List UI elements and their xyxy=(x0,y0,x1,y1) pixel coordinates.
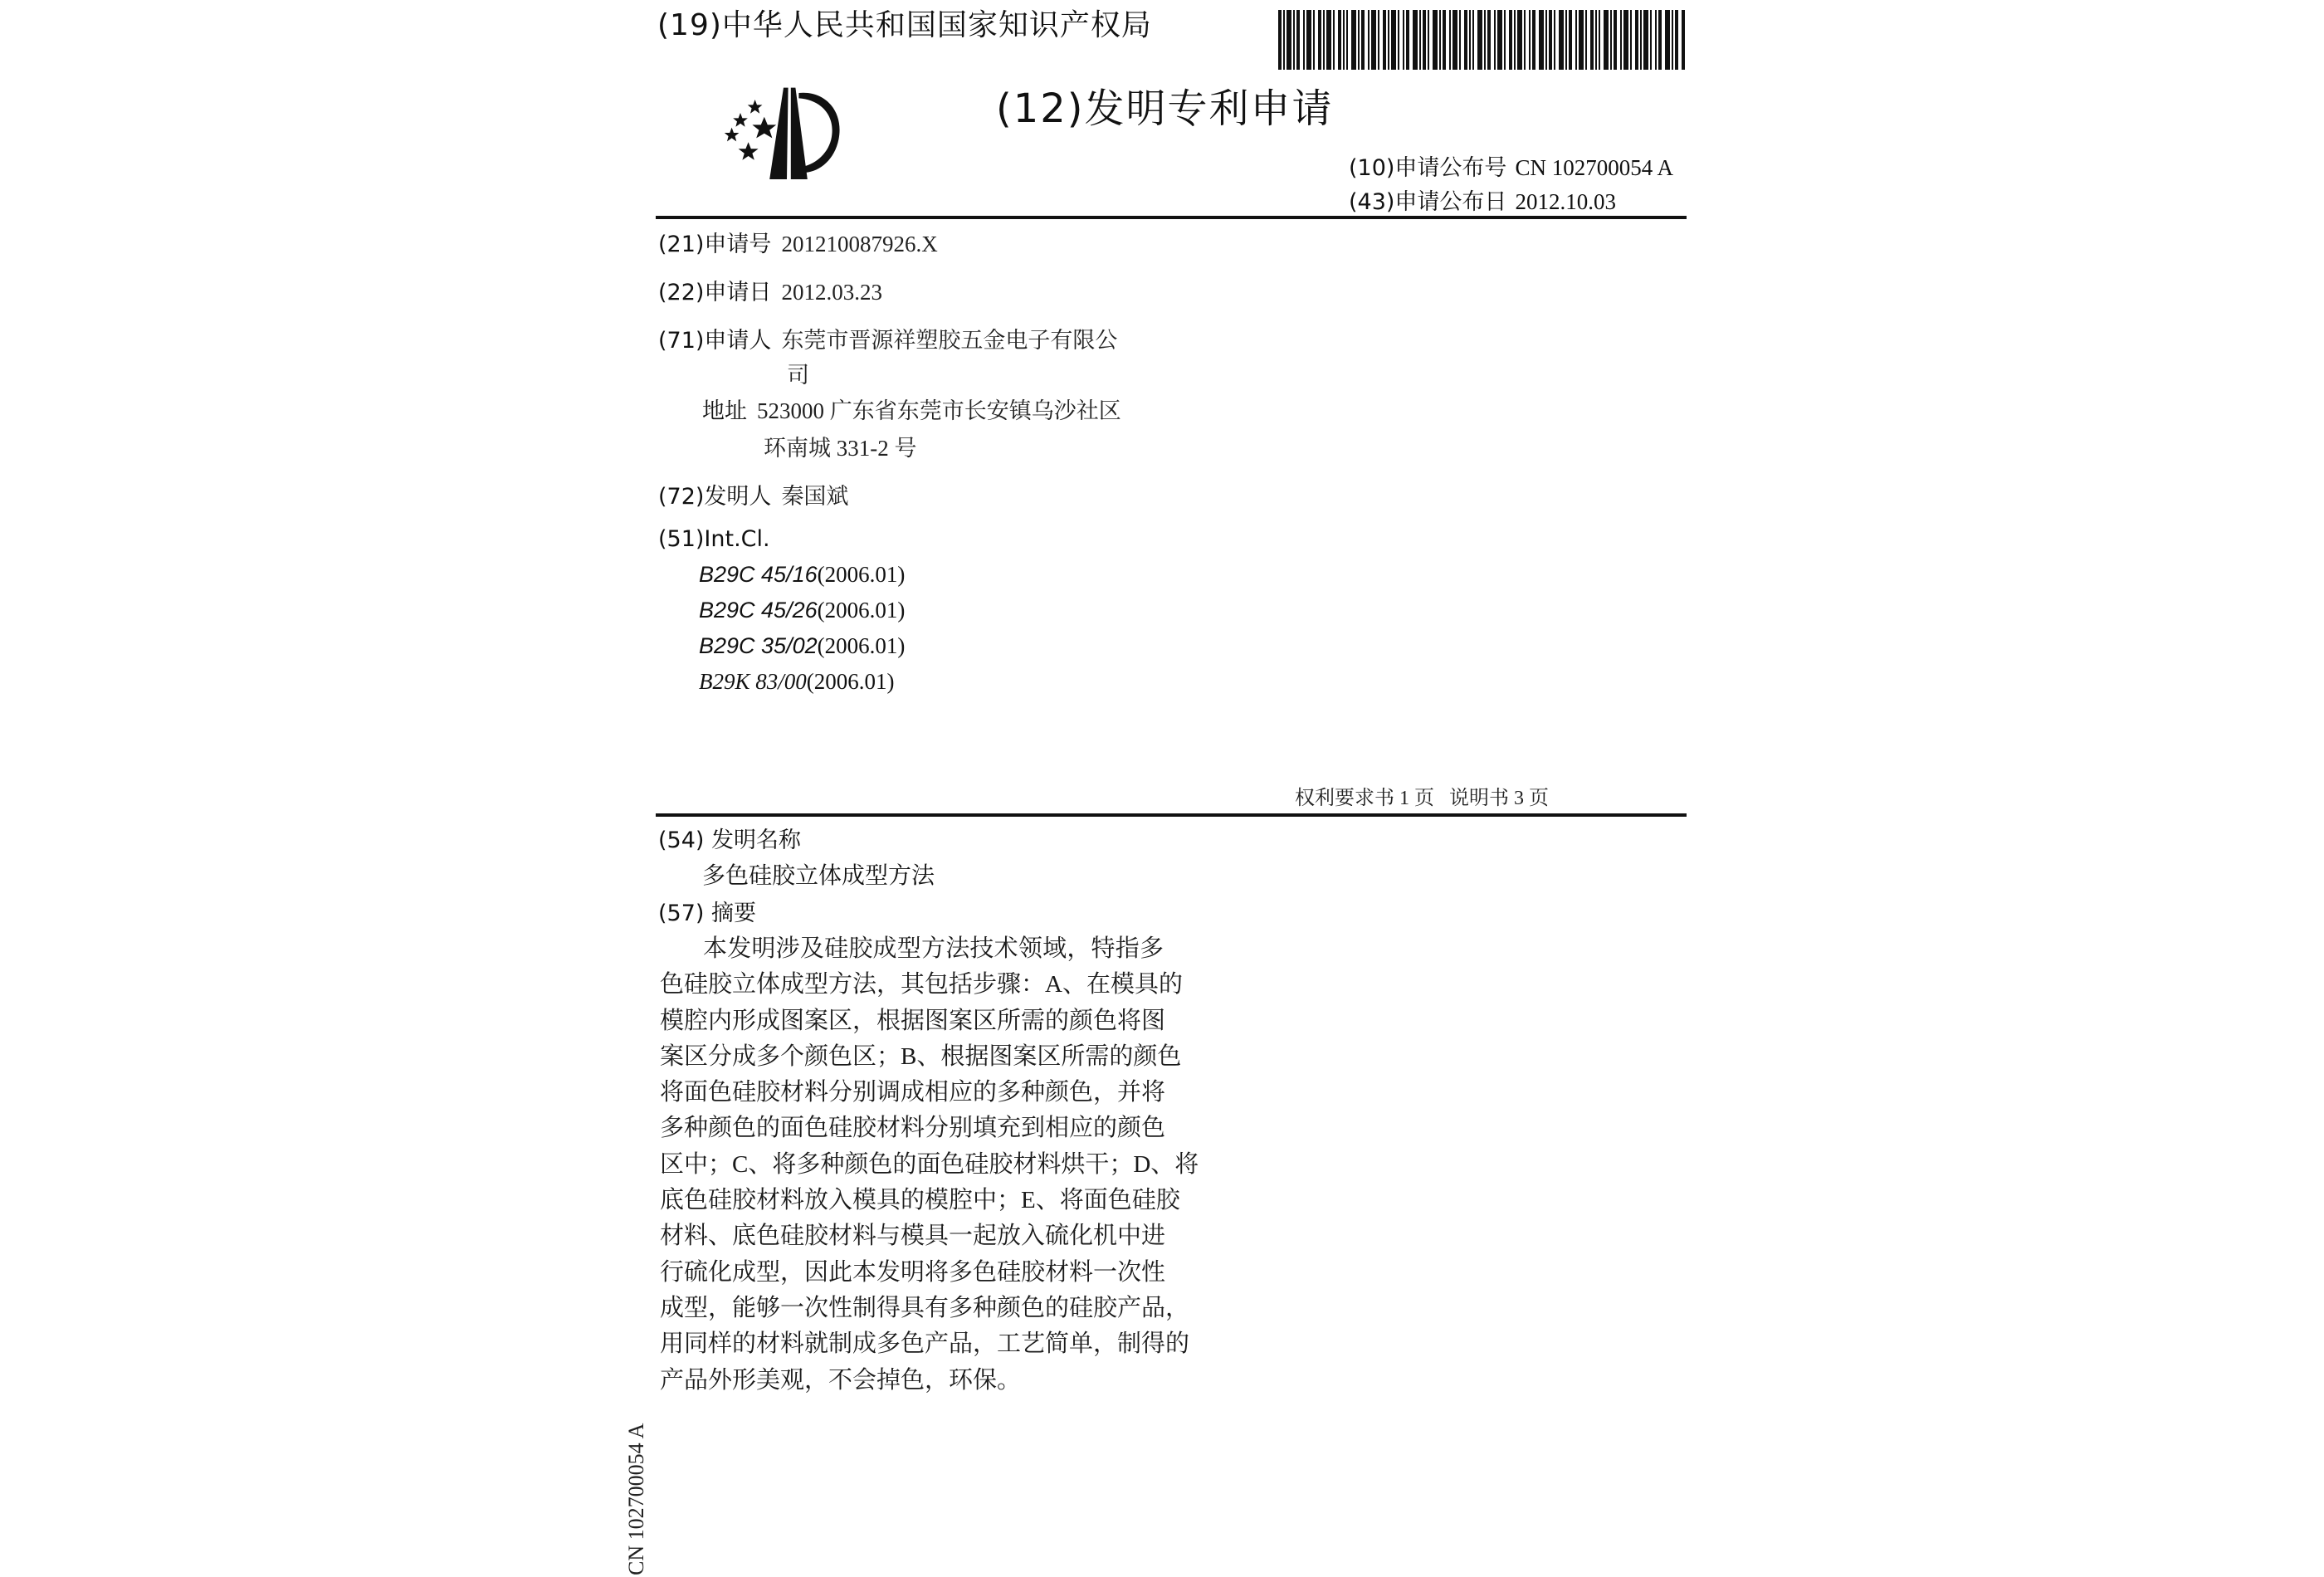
filing-date-label: (22)申请日 xyxy=(658,280,772,305)
inventor-value: 秦国斌 xyxy=(781,484,849,509)
publication-date-label: (43)申请公布日 xyxy=(1349,189,1507,215)
ipc-classification-row xyxy=(699,633,905,659)
ipc-code: B29K 83/00 xyxy=(699,669,807,694)
applicant-field xyxy=(658,322,1117,354)
abstract-line: 色硅胶立体成型方法，其包括步骤：A、在模具的 xyxy=(660,971,1183,998)
invention-title-label: (54) 发明名称 xyxy=(658,828,802,853)
filing-date-field xyxy=(658,274,882,306)
ipc-code: B29C 45/16 xyxy=(699,562,818,587)
abstract-label: (57) 摘要 xyxy=(658,901,757,926)
section-divider xyxy=(656,813,1687,817)
publication-date-row xyxy=(1349,183,1616,216)
abstract-line: 将面色硅胶材料分别调成相应的多种颜色，并将 xyxy=(660,1079,1166,1106)
abstract-line: 行硫化成型，因此本发明将多色硅胶材料一次性 xyxy=(660,1258,1166,1286)
abstract-line: 底色硅胶材料放入模具的模腔中；E、将面色硅胶 xyxy=(660,1187,1180,1214)
publication-number-row xyxy=(1349,149,1673,182)
address-field xyxy=(702,393,1121,425)
application-number-label: (21)申请号 xyxy=(658,232,772,257)
address-value-line2: 环南城 331-2 号 xyxy=(764,436,917,461)
publication-number-value: CN 102700054 A xyxy=(1515,155,1673,180)
ipc-version: (2006.01) xyxy=(806,669,895,694)
address-label: 地址 xyxy=(702,398,747,424)
abstract-line: 用同样的材料就制成多色产品，工艺简单，制得的 xyxy=(660,1330,1190,1358)
document-type-title: (12)发明专利申请 xyxy=(996,85,1334,132)
int-cl-label: (51)Int.Cl. xyxy=(658,526,770,552)
ipc-classification-row xyxy=(699,669,895,695)
cnipa-logo-icon xyxy=(714,73,847,189)
abstract-line: 产品外形美观，不会掉色，环保。 xyxy=(660,1366,1022,1394)
abstract-line: 本发明涉及硅胶成型方法技术领域，特指多 xyxy=(703,935,1164,962)
abstract-line: 区中；C、将多种颜色的面色硅胶材料烘干；D、将 xyxy=(660,1150,1199,1178)
header-divider xyxy=(656,216,1687,219)
application-number-field xyxy=(658,226,938,258)
issuing-office: (19)中华人民共和国国家知识产权局 xyxy=(657,8,1152,42)
abstract-line: 案区分成多个颜色区；B、根据图案区所需的颜色 xyxy=(660,1042,1182,1070)
ipc-classification-row xyxy=(699,598,905,623)
ipc-code: B29C 45/26 xyxy=(699,598,818,622)
ipc-version: (2006.01) xyxy=(817,562,906,587)
inventor-field xyxy=(658,478,848,510)
barcode-icon xyxy=(1278,10,1685,70)
abstract-line: 模腔内形成图案区，根据图案区所需的颜色将图 xyxy=(660,1007,1166,1034)
ipc-version: (2006.01) xyxy=(817,633,906,658)
invention-title: 多色硅胶立体成型方法 xyxy=(702,863,935,889)
ipc-version: (2006.01) xyxy=(817,598,906,622)
side-publication-number: CN 102700054 A xyxy=(624,1423,648,1575)
filing-date-value: 2012.03.23 xyxy=(781,280,882,305)
abstract-line: 材料、底色硅胶材料与模具一起放入硫化机中进 xyxy=(660,1223,1166,1250)
abstract-line: 多种颜色的面色硅胶材料分别填充到相应的颜色 xyxy=(660,1115,1166,1142)
abstract-line: 成型，能够一次性制得具有多种颜色的硅胶产品， xyxy=(660,1294,1190,1321)
address-value-line1: 523000 广东省东莞市长安镇乌沙社区 xyxy=(757,398,1121,423)
inventor-label: (72)发明人 xyxy=(658,484,772,510)
application-number-value: 201210087926.X xyxy=(781,232,938,256)
applicant-value-line2: 司 xyxy=(787,363,809,388)
applicant-label: (71)申请人 xyxy=(658,328,772,354)
ipc-code: B29C 35/02 xyxy=(699,633,818,658)
publication-number-label: (10)申请公布号 xyxy=(1349,155,1507,181)
ipc-classification-row xyxy=(699,562,905,588)
applicant-value-line1: 东莞市晋源祥塑胶五金电子有限公 xyxy=(781,328,1118,353)
publication-date-value: 2012.10.03 xyxy=(1515,189,1616,214)
page-counts: 权利要求书 1 页 说明书 3 页 xyxy=(1295,788,1549,809)
abstract-body xyxy=(660,931,1199,1399)
